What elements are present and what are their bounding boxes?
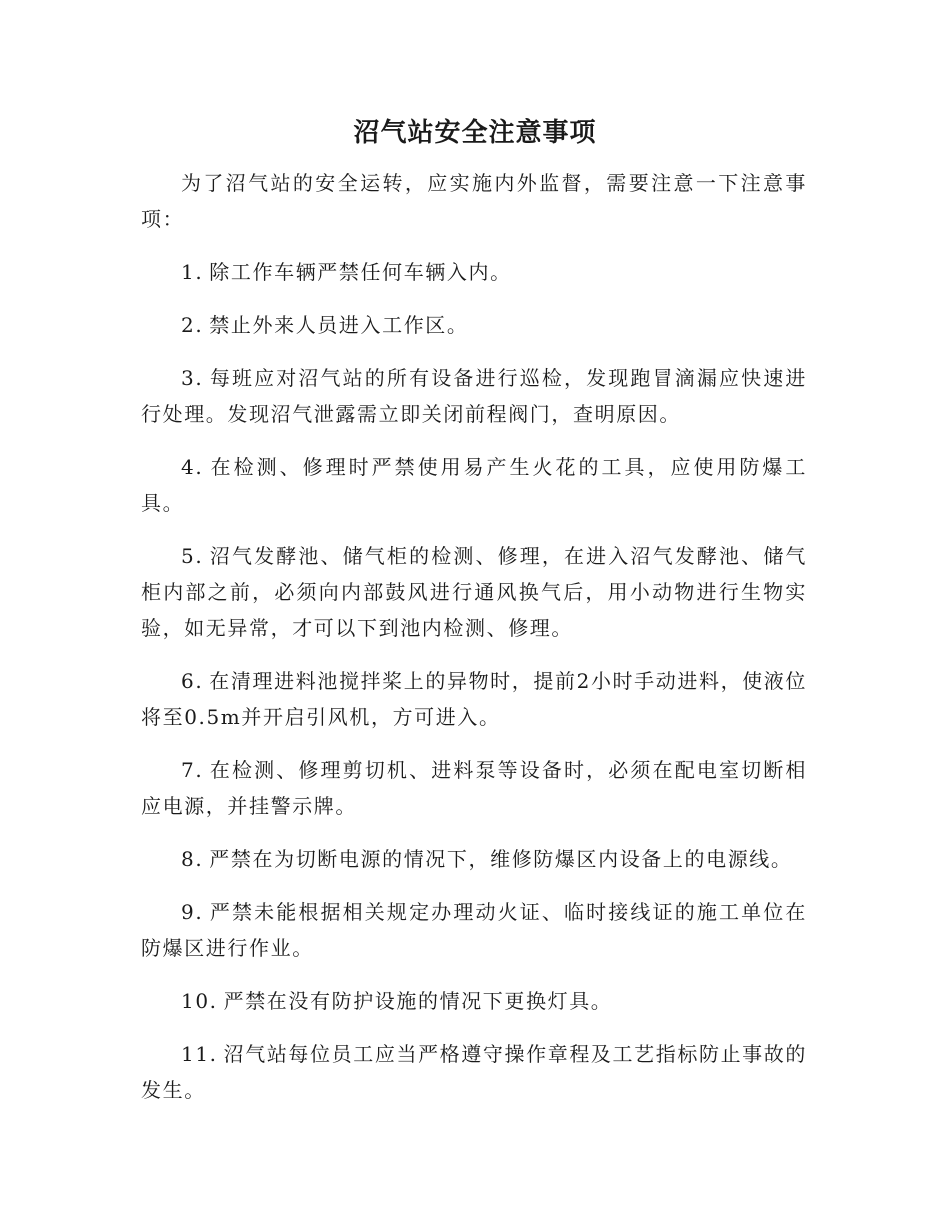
document-body (141, 165, 807, 1125)
item-number: 2. (181, 313, 204, 337)
item-text: 严禁未能根据相关规定办理动火证、临时接线证的施工单位在防爆区进行作业。 (141, 900, 807, 960)
item-text: 在清理进料池搅拌桨上的异物时，提前2小时手动进料，使液位将至0.5m并开启引风机，方可进入。 (141, 669, 807, 729)
item-number: 5. (181, 544, 204, 568)
item-number: 1. (181, 260, 204, 284)
list-item (141, 841, 807, 877)
item-text: 沼气站每位员工应当严格遵守操作章程及工艺指标防止事故的发生。 (141, 1042, 807, 1102)
item-number: 9. (181, 900, 204, 924)
item-number: 8. (181, 847, 204, 871)
item-number: 11. (181, 1042, 218, 1066)
item-text: 沼气发酵池、储气柜的检测、修理，在进入沼气发酵池、储气柜内部之前，必须向内部鼓风进行通风换气后，用小动物进行生物实验，如无异常，才可以下到池内检测、修理。 (141, 544, 807, 640)
item-text: 严禁在为切断电源的情况下，维修防爆区内设备上的电源线。 (209, 847, 793, 871)
list-item (141, 254, 807, 290)
item-number: 4. (181, 455, 204, 479)
list-item (141, 538, 807, 646)
list-item (141, 983, 807, 1019)
item-number: 10. (181, 989, 218, 1013)
item-text: 严禁在没有防护设施的情况下更换灯具。 (223, 989, 613, 1013)
item-text: 在检测、修理剪切机、进料泵等设备时，必须在配电室切断相应电源，并挂警示牌。 (141, 758, 807, 818)
item-number: 6. (181, 669, 204, 693)
intro-paragraph: 为了沼气站的安全运转，应实施内外监督，需要注意一下注意事项： (141, 171, 807, 231)
list-item (141, 360, 807, 432)
item-text: 每班应对沼气站的所有设备进行巡检，发现跑冒滴漏应快速进行处理。发现沼气泄露需立即关闭前程阀门，查明原因。 (141, 366, 807, 426)
document-title: 沼气站安全注意事项 (353, 118, 597, 148)
list-item (141, 894, 807, 966)
item-number: 3. (181, 366, 204, 390)
item-text: 除工作车辆严禁任何车辆入内。 (209, 260, 512, 284)
item-text: 在检测、修理时严禁使用易产生火花的工具，应使用防爆工具。 (141, 455, 807, 515)
item-number: 7. (181, 758, 204, 782)
list-item (141, 752, 807, 824)
list-item (141, 1036, 807, 1108)
list-item (141, 663, 807, 735)
list-item (141, 449, 807, 521)
item-text: 禁止外来人员进入工作区。 (209, 313, 469, 337)
list-item (141, 307, 807, 343)
